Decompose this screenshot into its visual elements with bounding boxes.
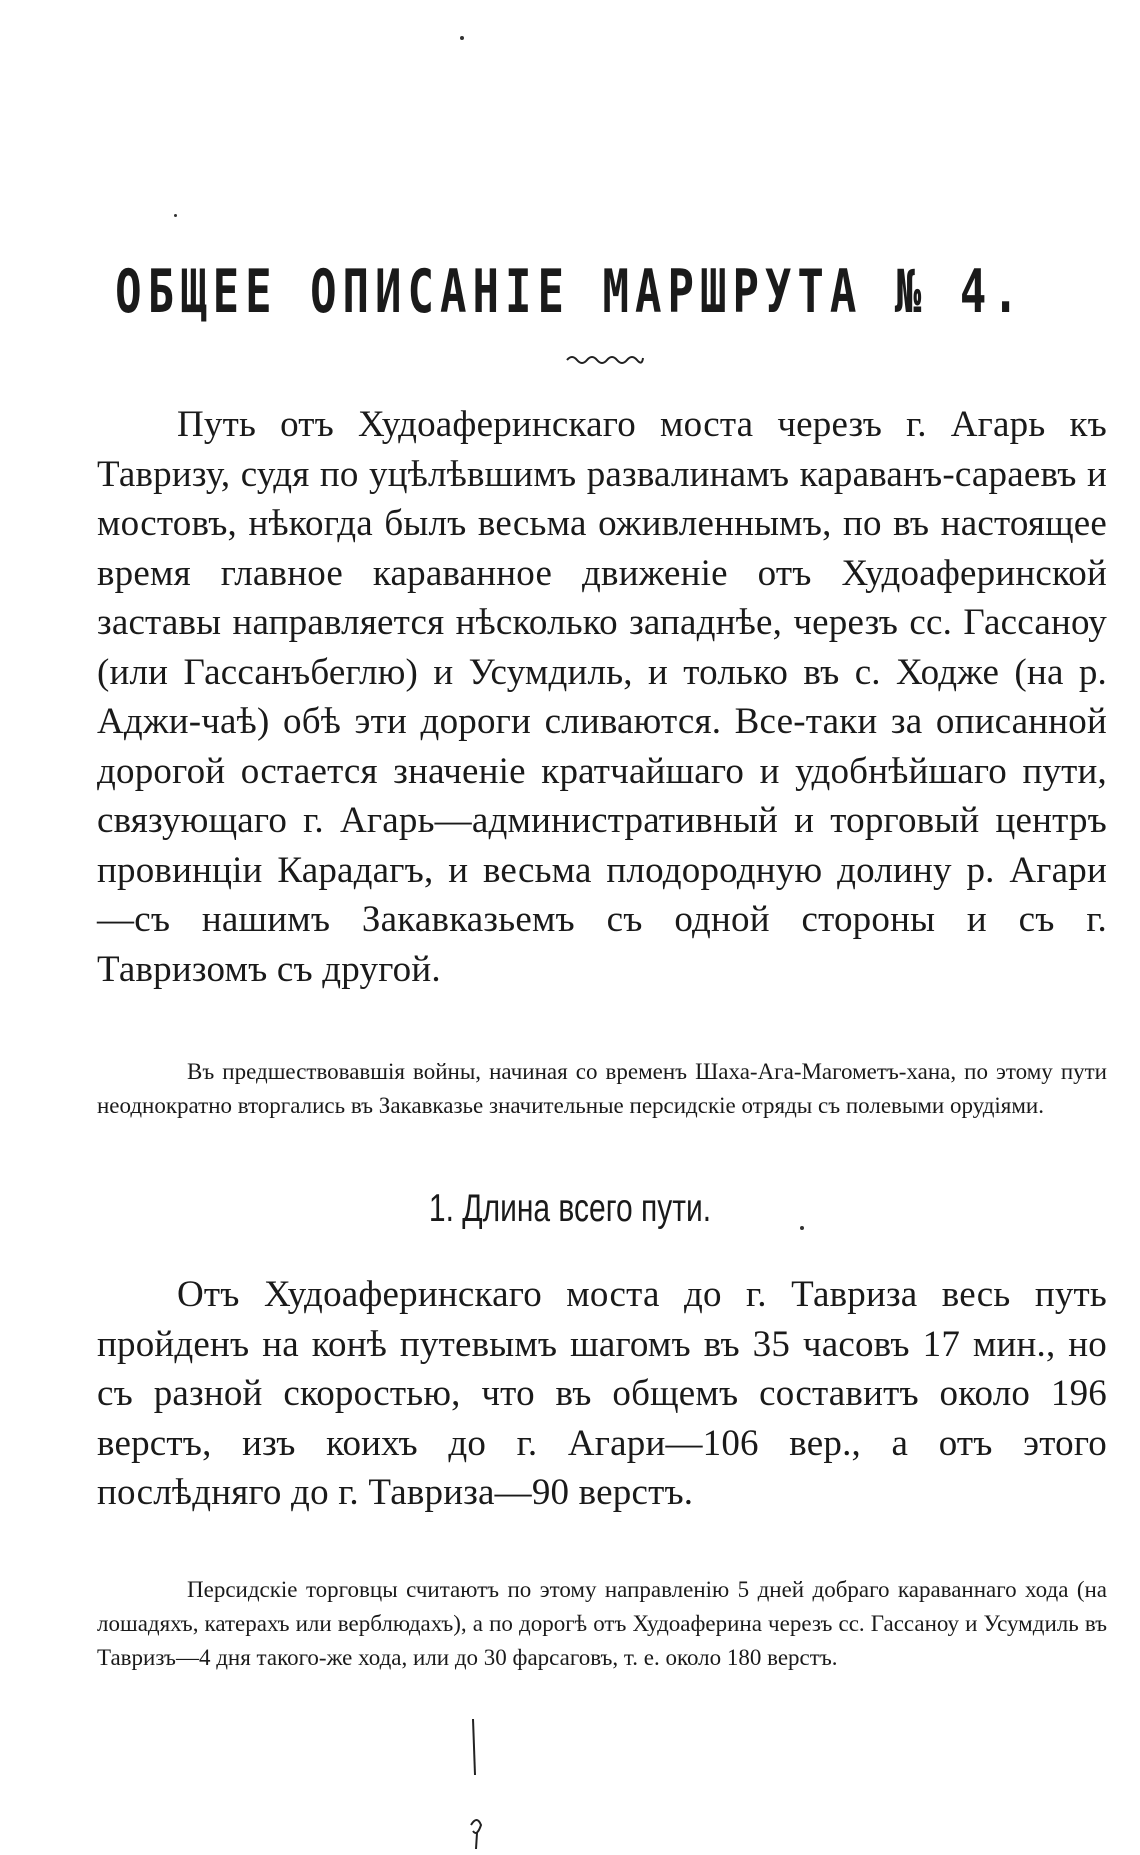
scan-speck — [800, 1226, 804, 1230]
paragraph-route-length: Отъ Худоаферинскаго моста до г. Тавриза весь путь пройденъ на конѣ путевымъ шагомъ въ 35 часовъ 17 мин., но съ разной скоростью, что въ общемъ составитъ около 196 верстъ, изъ коихъ до г. Агари—106 вер., а отъ этого послѣдняго до г. Тавриза—90 верстъ. — [97, 1274, 1107, 1513]
footnote-invasions: Въ предшествовавшія войны, начиная со временъ Шаха-Ага-Магометъ-хана, по этому пути неоднократно вторгались въ Закавказье значительные персидскіе отряды съ полевыми орудіями. — [97, 1059, 1107, 1118]
page-title: ОБЩЕЕ ОПИСАНІЕ МАРШРУТА № 4. — [115, 258, 1025, 327]
paragraph-route-description: Путь отъ Худоаферинскаго моста черезъ г. Агарь къ Тавризу, судя по уцѣлѣвшимъ развалинамъ караванъ-сараевъ и мостовъ, нѣкогда былъ весьма оживленнымъ, по въ настоящее время главное караванное движеніе отъ Худоаферинской заставы направляется нѣсколько западнѣе, черезъ сс. Гассаноу (или Гассанъбеглю) и Усумдиль, и только въ с. Ходже (на р. Аджи-чаѣ) обѣ эти дороги сливаются. Все-таки за описанной дорогой остается значеніе кратчайшаго и удобнѣйшаго пути, связующаго г. Агарь—административный и торговый центръ провинціи Карадагъ, и весьма плодородную долину р. Агари—съ нашимъ Закавказьемъ съ одной стороны и съ г. Тавризомъ съ другой. — [97, 404, 1107, 990]
scan-speck — [460, 36, 464, 40]
footnote-merchants: Персидскіе торговцы считаютъ по этому направленію 5 дней добраго караваннаго хода (на лошадяхъ, катерахъ или верблюдахъ), а по дорогѣ отъ Худоаферина черезъ сс. Гассаноу и Усумдиль въ Тавризъ—4 дня такого-же хода, или до 30 фарсаговъ, т. е. около 180 верстъ. — [97, 1577, 1107, 1670]
section-heading-route-length: 1. Длина всего пути. — [428, 1187, 712, 1230]
scan-speck — [174, 214, 177, 217]
scan-mark — [465, 1715, 487, 1855]
ornament-divider — [565, 352, 645, 366]
